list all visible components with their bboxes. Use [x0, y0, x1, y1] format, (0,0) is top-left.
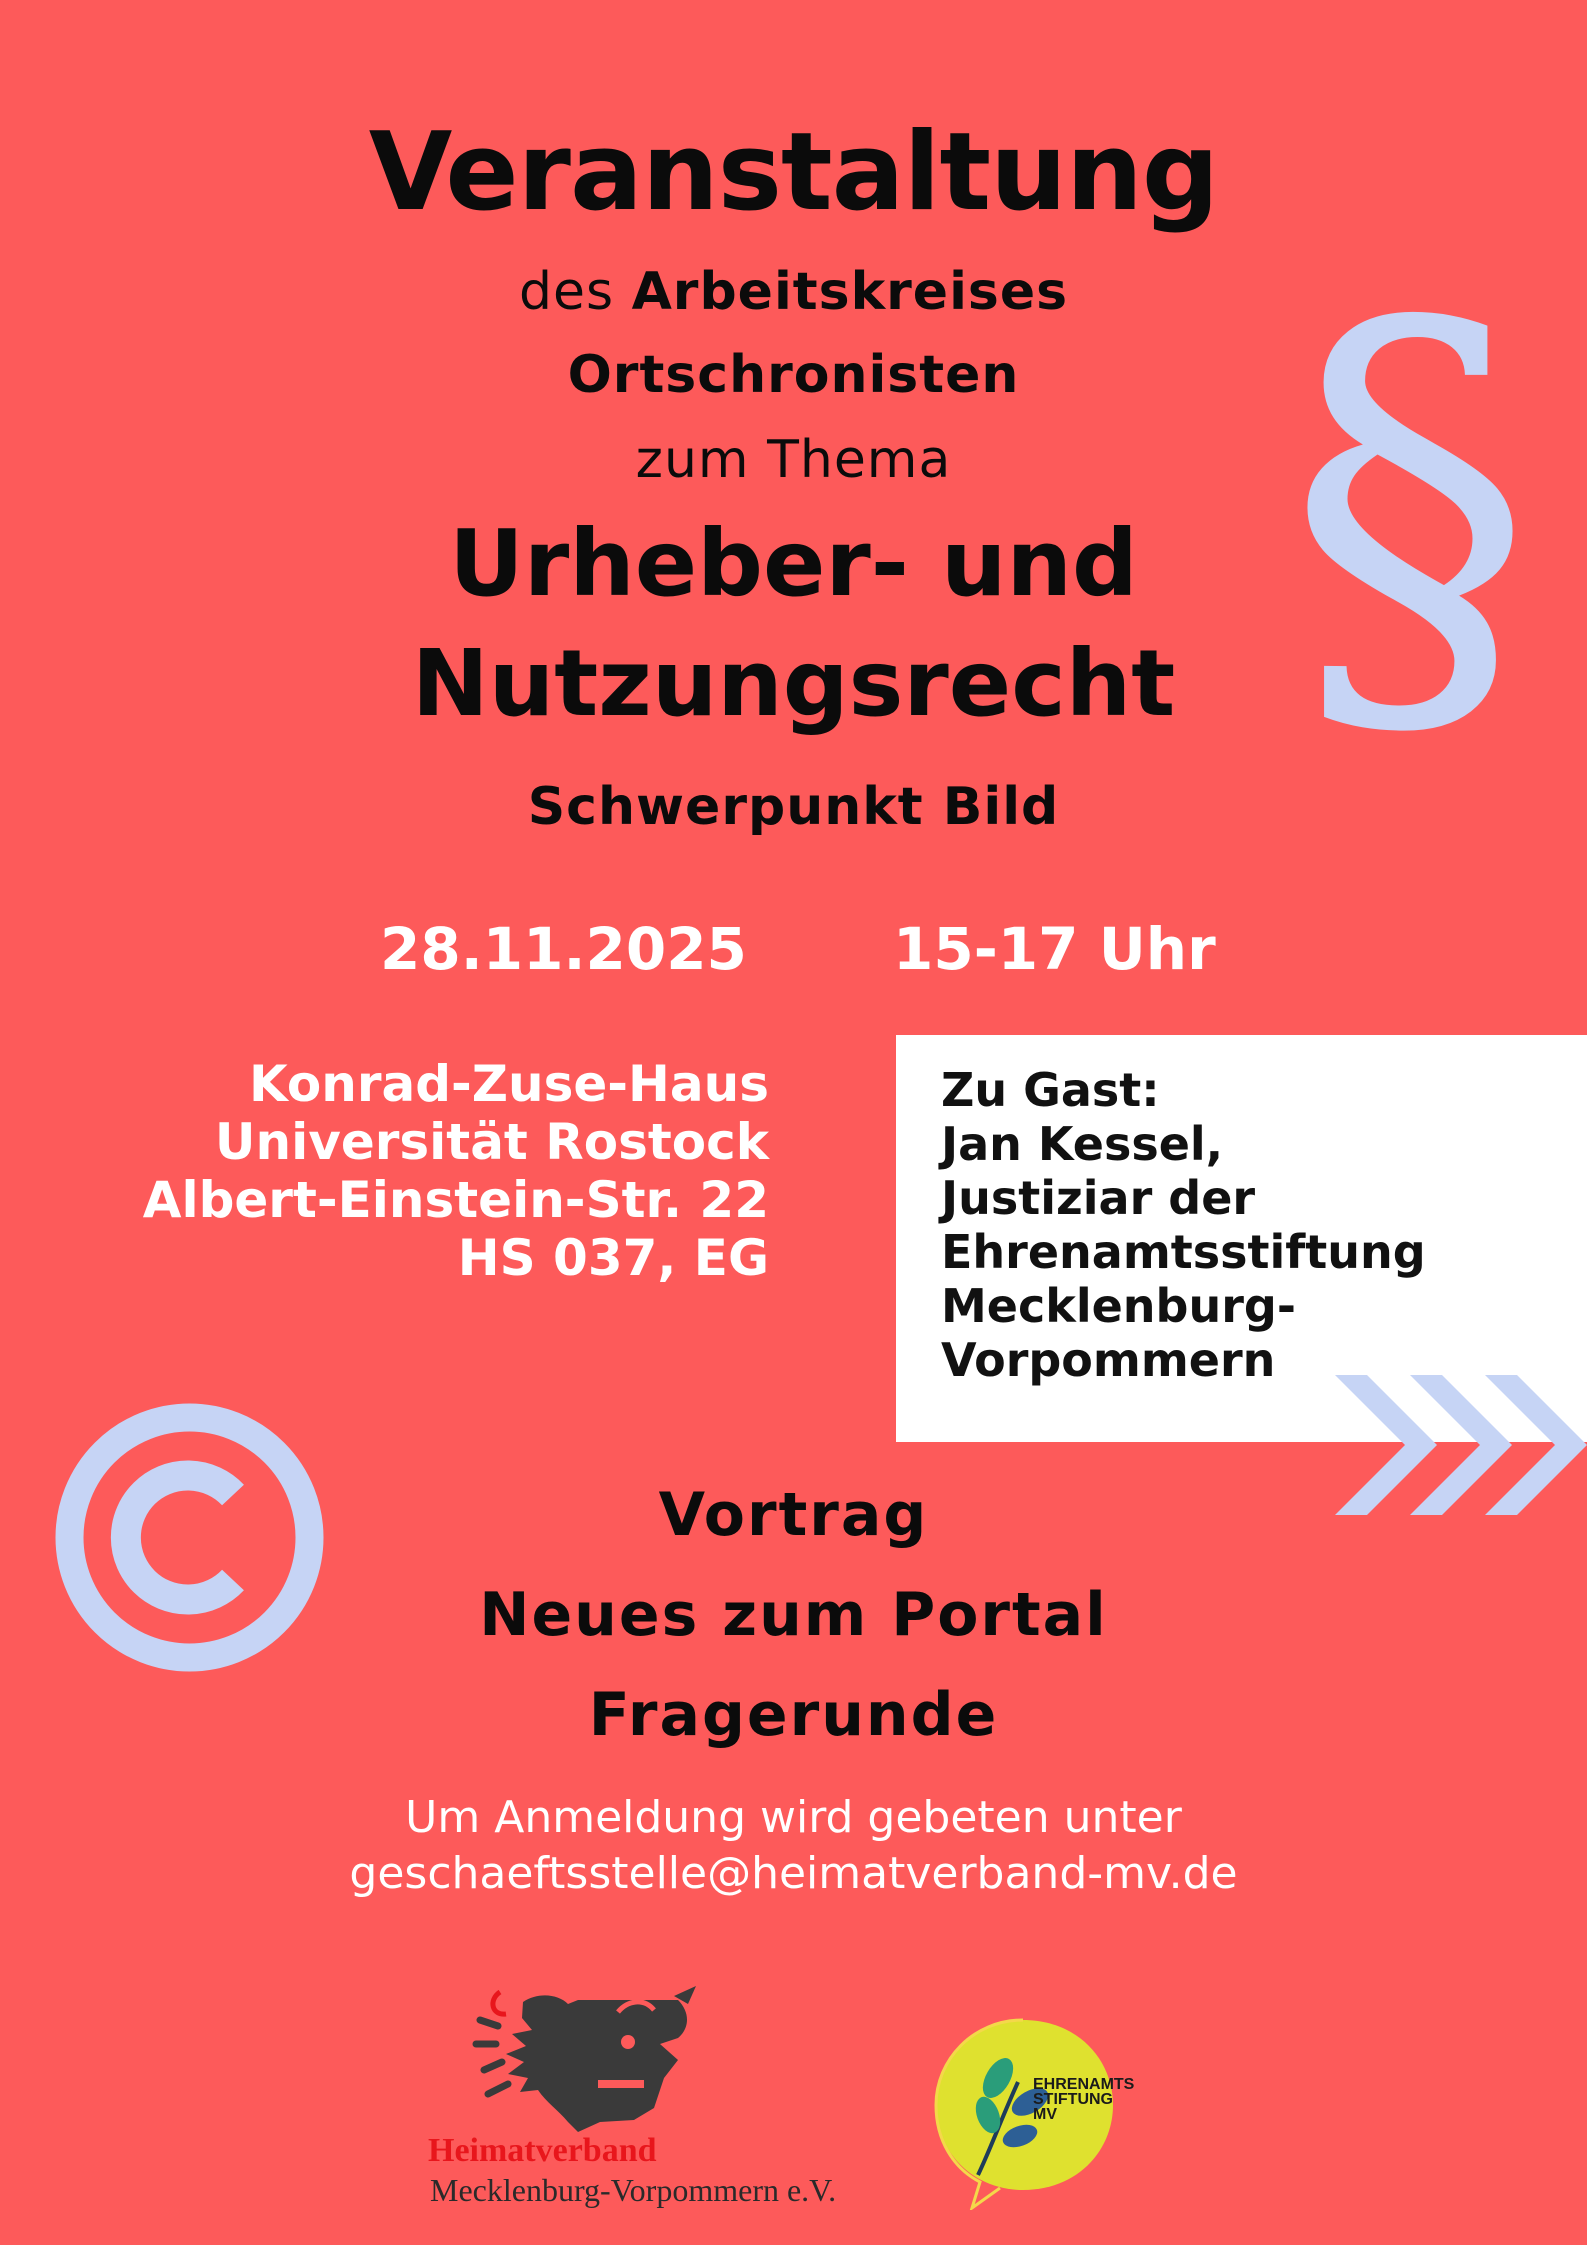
topic-line-2: Nutzungsrecht [411, 630, 1176, 737]
stiftung-name [1033, 2077, 1134, 2122]
venue-line: Albert-Einstein-Str. 22 [142, 1171, 769, 1229]
subtitle-prefix: des [518, 262, 615, 322]
venue-line: Konrad-Zuse-Haus [249, 1055, 769, 1113]
event-title: Veranstaltung [368, 110, 1219, 235]
subtitle-topic-lead: zum Thema [635, 430, 952, 490]
stiftung-line: STIFTUNG [1033, 2091, 1113, 2108]
guest-line: Ehrenamtsstiftung [941, 1225, 1426, 1279]
registration-email: geschaeftsstelle@heimatverband-mv.de [349, 1848, 1238, 1899]
venue-line: HS 037, EG [457, 1229, 769, 1287]
guest-line: Mecklenburg- [941, 1279, 1296, 1333]
guest-line: Vorpommern [941, 1333, 1276, 1387]
heimatverband-name: Heimatverband [428, 2132, 657, 2169]
heimatverband-logo [428, 1982, 848, 2208]
paragraph-sign-icon: § [1285, 219, 1535, 801]
heimatverband-region: Mecklenburg-Vorpommern e.V. [430, 2172, 837, 2208]
event-date: 28.11.2025 [380, 915, 747, 983]
topic-line-1: Urheber- und [449, 510, 1138, 617]
program-item: Neues zum Portal [479, 1580, 1108, 1650]
guest-line: Justiziar der [941, 1171, 1256, 1225]
subtitle-organizer-1: Arbeitskreises [631, 262, 1069, 322]
registration-note: Um Anmeldung wird gebeten unter [405, 1792, 1182, 1843]
guest-text [941, 1063, 1426, 1387]
event-time: 15-17 Uhr [893, 915, 1216, 983]
griffin-bull-crest-icon [428, 1982, 828, 2132]
guest-line: Jan Kessel, [941, 1117, 1224, 1171]
stiftung-line: MV [1033, 2106, 1057, 2123]
venue-line: Universität Rostock [214, 1113, 769, 1171]
venue-address [143, 1055, 769, 1287]
stiftung-line: EHRENAMTS [1033, 2076, 1135, 2093]
program-item: Fragerunde [588, 1680, 999, 1750]
program-item: Vortrag [658, 1480, 929, 1550]
focus-subtitle: Schwerpunkt Bild [527, 777, 1060, 837]
guest-line: Zu Gast: [941, 1063, 1160, 1117]
subtitle-organizer-2: Ortschronisten [567, 345, 1020, 405]
